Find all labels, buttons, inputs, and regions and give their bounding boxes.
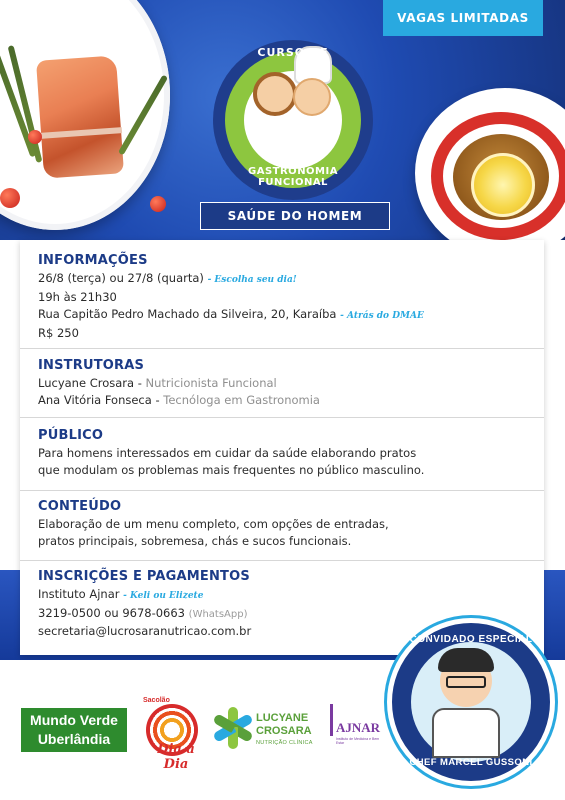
lucyane-name-line: CROSARA	[256, 725, 312, 737]
phone-numbers[interactable]: 3219-0500 ou 9678-0663	[38, 606, 186, 620]
date-line	[38, 270, 518, 289]
sacolao-text: Sacolão	[143, 697, 170, 704]
lucyane-subtitle: NUTRIÇÃO CLÍNICA	[256, 740, 313, 746]
section-info	[38, 252, 518, 342]
instructor-role: Nutricionista Funcional	[145, 376, 277, 390]
organizer-name: Instituto Ajnar	[38, 587, 120, 601]
cherry-tomato	[28, 130, 42, 144]
section-conteudo	[38, 498, 518, 550]
address-note: - Atrás do DMAE	[340, 311, 424, 321]
section-publico	[38, 427, 518, 479]
content-line: pratos principais, sobremesa, chás e sucos funcionais.	[38, 534, 352, 548]
section-title: INFORMAÇÕES	[38, 253, 148, 268]
ajnar-subtitle: Instituto de Medicina e Bem Estar	[336, 737, 380, 745]
instructor-name: Lucyane Crosara	[38, 376, 135, 390]
price-line: R$ 250	[38, 326, 79, 340]
cherry-tomato	[0, 188, 20, 208]
nutritionist-avatar	[253, 72, 297, 116]
hero-banner	[0, 0, 565, 240]
logo-bottom-text: GASTRONOMIA FUNCIONAL	[248, 166, 338, 188]
date-text: 26/8 (terça) ou 27/8 (quarta)	[38, 271, 204, 285]
divider	[20, 348, 544, 349]
dia-a-dia-text: Dia a Dia	[157, 742, 195, 772]
instructor-role: Tecnóloga em Gastronomia	[163, 393, 320, 407]
lucyane-pinwheel-icon	[212, 707, 254, 749]
address-text: Rua Capitão Pedro Machado da Silveira, 20, Karaíba	[38, 307, 337, 321]
cherry-tomato	[150, 196, 166, 212]
section-title: INSTRUTORAS	[38, 358, 145, 373]
limited-spots-tag: VAGAS LIMITADAS	[383, 0, 543, 36]
content-line: Elaboração de um menu completo, com opções de entradas,	[38, 517, 389, 531]
date-note: - Escolha seu dia!	[207, 275, 297, 285]
audience-line: Para homens interessados em cuidar da saúde elaborando pratos	[38, 446, 417, 460]
email-link[interactable]: secretaria@lucrosaranutricao.com.br	[38, 624, 252, 638]
lemon-slice	[471, 153, 535, 217]
chef-hair	[438, 648, 494, 672]
instructor-name: Ana Vitória Fonseca	[38, 393, 152, 407]
section-title: INSCRIÇÕES E PAGAMENTOS	[38, 569, 250, 584]
organizer-note: - Keli ou Elizete	[123, 591, 204, 601]
section-title: PÚBLICO	[38, 428, 104, 443]
logo-top-text: CURSO DE	[257, 46, 329, 59]
instructor-row: Ana Vitória Fonseca - Tecnóloga em Gastronomia	[38, 393, 320, 407]
section-instrutoras	[38, 357, 518, 409]
mundo-verde-line: Mundo Verde	[30, 712, 118, 728]
lucyane-name-line: LUCYANE	[256, 712, 309, 724]
section-title: CONTEÚDO	[38, 499, 122, 514]
time-line: 19h às 21h30	[38, 290, 117, 304]
glasses-icon	[446, 676, 486, 688]
mundo-verde-line: Uberlândia	[37, 731, 111, 747]
instructor-row: Lucyane Crosara - Nutricionista Funcional	[38, 376, 277, 390]
divider	[20, 417, 544, 418]
mundo-verde-logo	[21, 708, 127, 752]
divider	[20, 490, 544, 491]
guest-label: CONVIDADO ESPECIAL	[409, 634, 533, 645]
audience-line: que modulam os problemas mais frequentes no público masculino.	[38, 463, 425, 477]
chef-jacket	[432, 708, 500, 758]
divider	[20, 560, 544, 561]
whatsapp-note: (WhatsApp)	[188, 609, 248, 620]
info-card	[20, 240, 544, 655]
ajnar-logo-text: AJNAR	[336, 720, 381, 735]
phone-line[interactable]	[38, 605, 518, 623]
lucyane-logo-text	[256, 712, 316, 738]
salmon-fillet	[36, 55, 124, 178]
theme-ribbon: SAÚDE DO HOMEM	[200, 202, 390, 230]
address-line	[38, 306, 518, 325]
guest-name: CHEF MARCEL GUSSONI	[409, 757, 533, 768]
organizer-line	[38, 586, 518, 605]
chef-avatar	[293, 78, 331, 116]
